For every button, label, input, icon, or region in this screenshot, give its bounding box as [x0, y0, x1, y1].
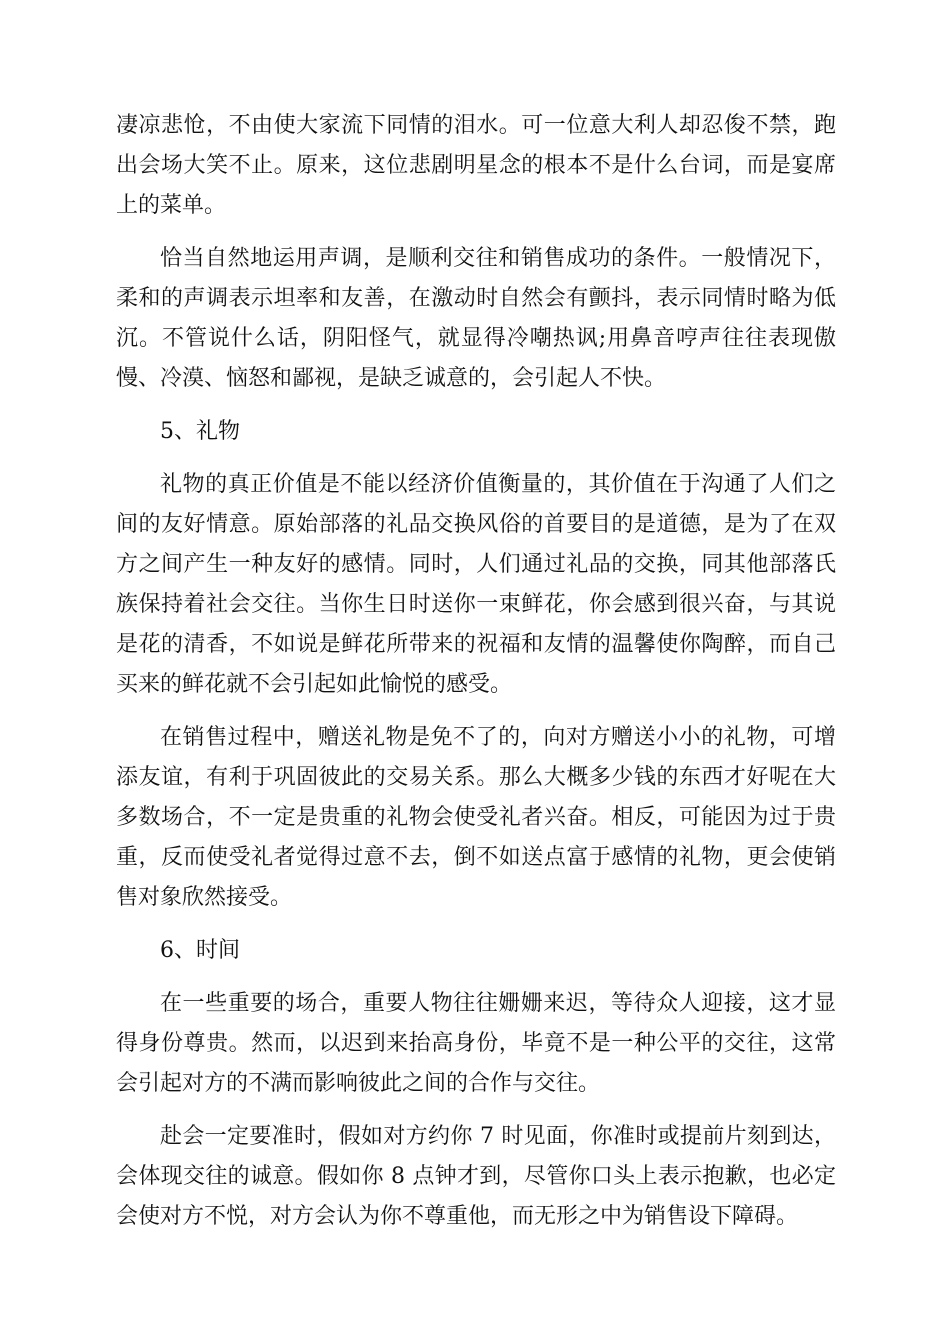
paragraph-6: 赴会一定要准时，假如对方约你 7 时见面，你准时或提前片刻到达，会体现交往的诚意。假如你 8 点钟才到，尽管你口头上表示抱歉，也必定会使对方不悦，对方会认为你不尊重他，而无形之中为销售设下障碍。: [116, 1124, 836, 1229]
paragraph-5: 在一些重要的场合，重要人物往往姗姗来迟，等待众人迎接，这才显得身份尊贵。然而，以迟到来抬高身份，毕竟不是一种公平的交往，这常会引起对方的不满而影响彼此之间的合作与交往。: [116, 991, 836, 1096]
document-body: [116, 106, 836, 1250]
section-heading-time: 6、时间: [160, 938, 240, 963]
paragraph-1: 凄凉悲怆，不由使大家流下同情的泪水。可一位意大利人却忍俊不禁，跑出会场大笑不止。原来，这位悲剧明星念的根本不是什么台词，而是宴席上的菜单。: [116, 113, 836, 218]
paragraph-2: 恰当自然地运用声调，是顺利交往和销售成功的条件。一般情况下，柔和的声调表示坦率和友善，在激动时自然会有颤抖，表示同情时略为低沉。不管说什么话，阴阳怪气，就显得冷嘲热讽;用鼻音哼声往往表现傲慢、冷漠、恼怒和鄙视，是缺乏诚意的，会引起人不快。: [116, 246, 836, 391]
section-heading-gift: 5、礼物: [160, 419, 240, 444]
paragraph-3: 礼物的真正价值是不能以经济价值衡量的，其价值在于沟通了人们之间的友好情意。原始部落的礼品交换风俗的首要目的是道德，是为了在双方之间产生一种友好的感情。同时，人们通过礼品的交换，同其他部落氏族保持着社会交往。当你生日时送你一束鲜花，你会感到很兴奋，与其说是花的清香，不如说是鲜花所带来的祝福和友情的温馨使你陶醉，而自己买来的鲜花就不会引起如此愉悦的感受。: [116, 472, 836, 697]
paragraph-4: 在销售过程中，赠送礼物是免不了的，向对方赠送小小的礼物，可增添友谊，有利于巩固彼此的交易关系。那么大概多少钱的东西才好呢在大多数场合，不一定是贵重的礼物会使受礼者兴奋。相反，可能因为过于贵重，反而使受礼者觉得过意不去，倒不如送点富于感情的礼物，更会使销售对象欣然接受。: [116, 725, 836, 910]
